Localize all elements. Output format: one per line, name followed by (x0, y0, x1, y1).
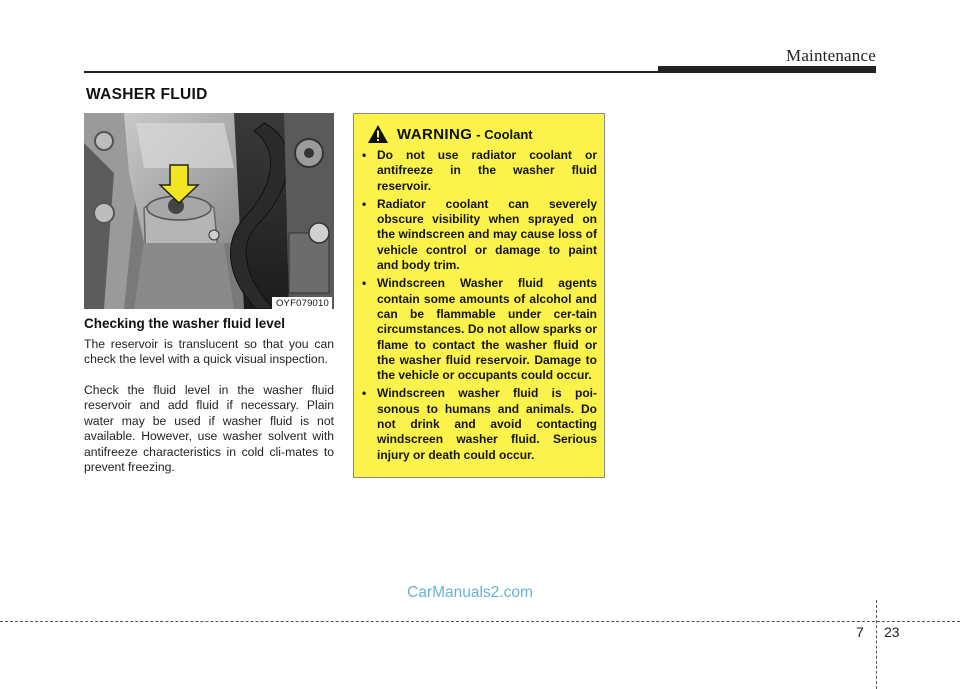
subheading-checking-level: Checking the washer fluid level (84, 316, 286, 331)
paragraph-reservoir: The reservoir is translucent so that you can check the level with a quick visual inspection. (84, 337, 334, 367)
engine-bay-photo (84, 113, 334, 309)
warning-subtitle: - Coolant (476, 126, 533, 142)
bullet: • (362, 148, 367, 162)
bullet: • (362, 386, 367, 401)
warning-item (362, 386, 597, 462)
bullet: • (362, 276, 367, 291)
warning-item (362, 276, 597, 383)
section-title: WASHER FLUID (86, 86, 208, 103)
chapter-number: 7 (856, 624, 864, 640)
warning-header (367, 124, 597, 144)
warning-word: WARNING (397, 125, 473, 143)
warning-triangle-icon (367, 124, 389, 144)
engine-bay-illustration (84, 113, 334, 309)
paragraph-check-level: Check the fluid level in the washer fluid reservoir and add fluid if necessary. Plain water may be used if washer fluid is not available. However, use washer solvent with antifreeze characteristics in cold cli-mates to prevent freezing. (84, 383, 334, 475)
watermark-link[interactable]: CarManuals2.com (407, 584, 533, 601)
figure-code: OYF079010 (272, 297, 332, 309)
warning-item-text: Radiator coolant can severely obscure visibility when sprayed on the windscreen and may cause loss of vehicle control or damage to paint and body trim. (377, 196, 597, 273)
header-title: Maintenance (786, 46, 876, 65)
warning-item-text: Do not use radiator coolant or antifreeze in the washer fluid reservoir. (377, 148, 597, 193)
page-number: 23 (884, 624, 900, 640)
footer-divider (0, 621, 960, 622)
warning-box (353, 113, 605, 478)
warning-item-text: Windscreen washer fluid is poi-sonous to humans and animals. Do not drink and avoid contacting windscreen washer fluid. Serious injury or death could occur. (377, 386, 597, 462)
footer-page-divider (876, 600, 877, 689)
warning-item-text: Windscreen Washer fluid agents contain some amounts of alcohol and can be flammable under cer-tain circumstances. Do not allow sparks or flame to contact the washer fluid or the washer fluid reservoir. Damage to the vehicle or occupants could occur. (377, 276, 597, 383)
warning-item (362, 148, 597, 194)
header-rule (84, 71, 664, 73)
warning-list (362, 148, 597, 463)
warning-item (362, 197, 597, 273)
bullet: • (362, 196, 367, 211)
header-rule-accent (658, 66, 876, 73)
